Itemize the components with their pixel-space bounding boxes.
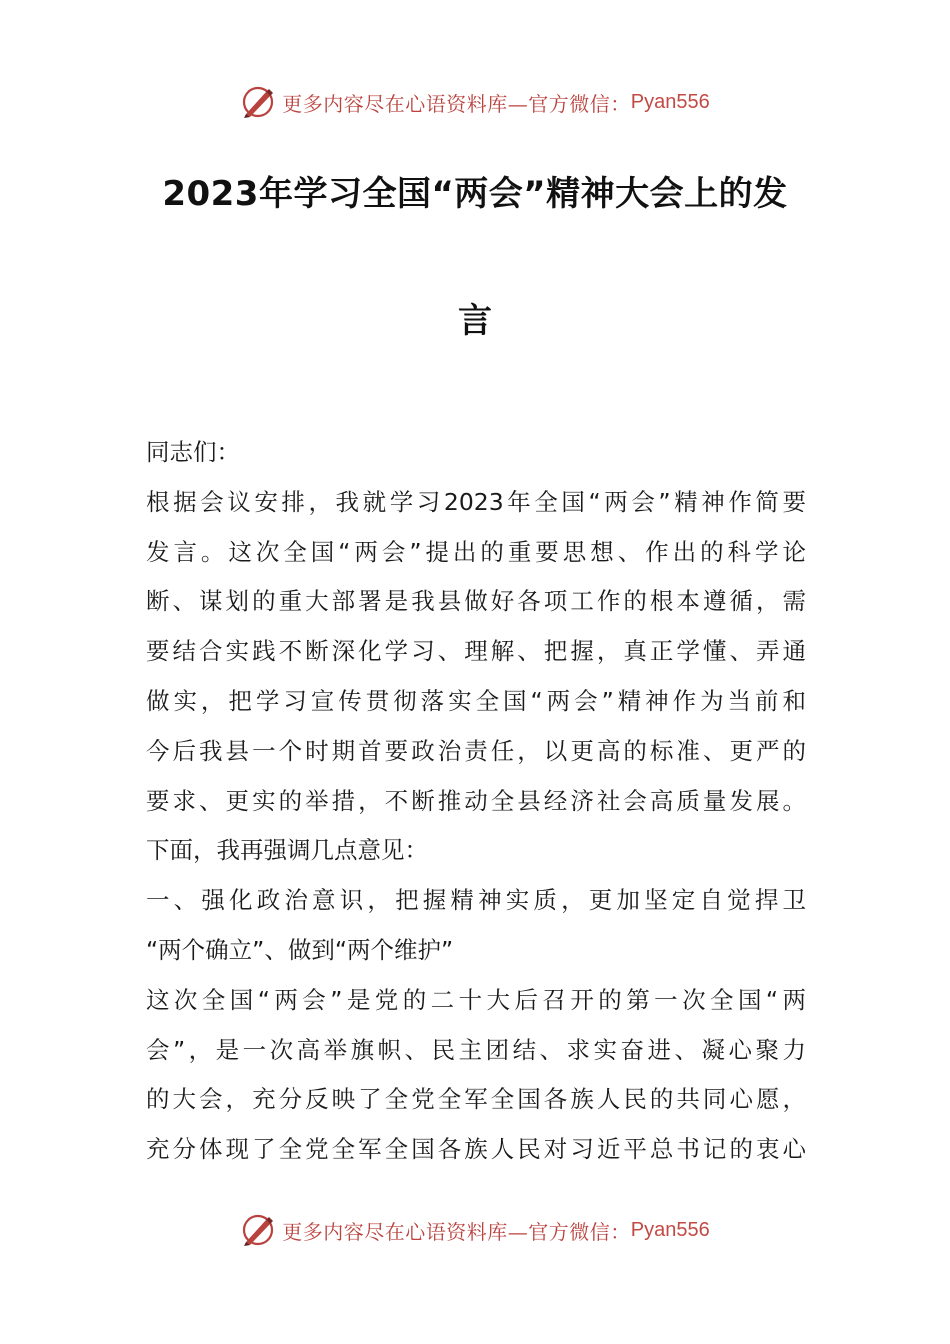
paragraph-line: 根据会议安排，我就学习2023年全国“两会”精神作简要 (146, 487, 806, 516)
document-title-line-1: 2023年学习全国“两会”精神大会上的发 (162, 174, 788, 214)
document-title-line-2: 言 (458, 301, 492, 341)
paragraph-line: 下面，我再强调几点意见： (146, 836, 428, 865)
header-watermark (0, 80, 950, 124)
footer-watermark (0, 1208, 950, 1252)
section-heading-line: 一、强化政治意识，把握精神实质，更加坚定自觉捍卫 (146, 886, 806, 915)
paragraph-line: 发言。这次全国“两会”提出的重要思想、作出的科学论 (146, 537, 806, 566)
paragraph-line: 断、谋划的重大部署是我县做好各项工作的根本遵循，需 (146, 587, 806, 616)
paragraph-line: 会”，是一次高举旗帜、民主团结、求实奋进、凝心聚力 (146, 1035, 806, 1064)
section-heading-line: “两个确立”、做到“两个维护” (146, 935, 454, 964)
paragraph-line: 做实，把学习宣传贯彻落实全国“两会”精神作为当前和 (146, 686, 806, 715)
paragraph-line: 要求、更实的举措，不断推动全县经济社会高质量发展。 (146, 786, 806, 815)
salutation: 同志们： (146, 438, 240, 466)
paragraph-line: 充分体现了全党全军全国各族人民对习近平总书记的衷心 (146, 1135, 806, 1164)
pen-logo-icon (240, 84, 276, 120)
paragraph-line: 要结合实践不断深化学习、理解、把握，真正学懂、弄通 (146, 637, 806, 666)
watermark-text: 更多内容尽在心语资料库—官方微信： (282, 1219, 631, 1244)
pen-logo-icon (240, 1212, 276, 1248)
paragraph-line: 的大会，充分反映了全党全军全国各族人民的共同心愿， (146, 1085, 806, 1114)
paragraph-line: 这次全国“两会”是党的二十大后召开的第一次全国“两 (146, 985, 806, 1014)
watermark-text: 更多内容尽在心语资料库—官方微信： (282, 91, 631, 116)
wechat-id: Pyan556 (630, 1218, 710, 1241)
wechat-id: Pyan556 (630, 90, 710, 113)
document-body (146, 428, 806, 1175)
paragraph-line: 今后我县一个时期首要政治责任，以更高的标准、更严的 (146, 736, 806, 765)
